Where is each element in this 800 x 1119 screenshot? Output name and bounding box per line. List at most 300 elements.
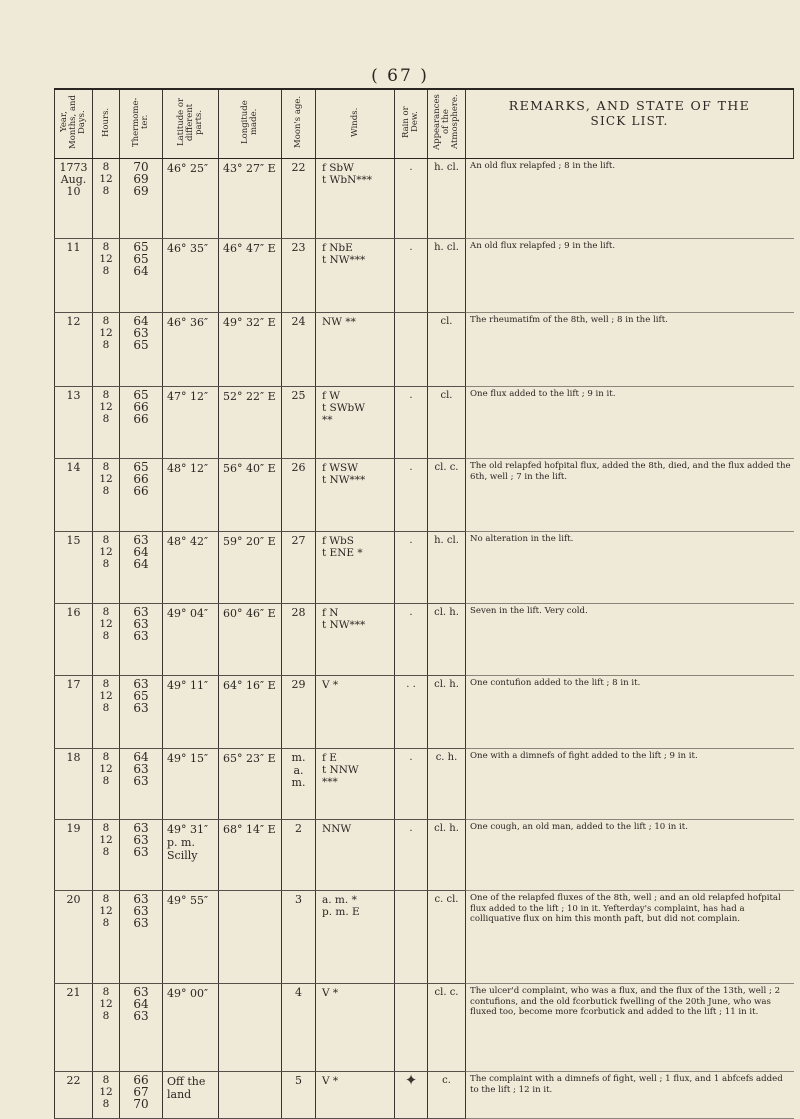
moon-age-cell-text: 4 xyxy=(295,986,302,999)
thermometer-value: 65 xyxy=(133,240,149,254)
hours-cell xyxy=(93,604,120,676)
atmosphere-cell xyxy=(428,676,466,749)
moon-age-cell xyxy=(282,891,316,984)
hour-value: 8 xyxy=(102,775,110,787)
hour-value: 8 xyxy=(102,986,110,998)
thermometer-value: 64 xyxy=(133,997,149,1011)
winds-cell xyxy=(316,1072,395,1119)
hour-value: 8 xyxy=(102,161,110,173)
header-moon-age: Moon's age. xyxy=(282,89,316,159)
rain-cell xyxy=(395,604,428,676)
thermometer-value: 63 xyxy=(133,677,149,691)
longitude-cell xyxy=(219,984,282,1072)
latitude-cell xyxy=(163,313,219,387)
hour-value: 8 xyxy=(102,630,110,642)
winds-cell xyxy=(316,532,395,604)
thermometer-cell xyxy=(120,749,163,820)
winds-cell-text: f SbW t WbN*** xyxy=(322,162,373,186)
atmosphere-cell-text: cl. c. xyxy=(434,987,459,998)
table-row xyxy=(55,459,794,532)
day-cell xyxy=(55,676,93,749)
winds-cell-text: a. m. * p. m. E xyxy=(322,894,360,918)
thermometer-value: 66 xyxy=(133,484,149,498)
hours-cell xyxy=(93,820,120,891)
atmosphere-cell-text: c. cl. xyxy=(434,894,459,905)
longitude-cell-text: 49° 32″ E xyxy=(223,316,276,329)
longitude-cell xyxy=(219,1072,282,1119)
remarks-cell xyxy=(466,459,794,532)
thermometer-value: 69 xyxy=(133,172,149,186)
winds-cell xyxy=(316,820,395,891)
latitude-cell xyxy=(163,459,219,532)
thermometer-value: 63 xyxy=(133,762,149,776)
remarks-cell-text: An old flux relapfed ; 8 in the lift. xyxy=(470,161,616,171)
thermometer-value: 63 xyxy=(133,701,149,715)
thermometer-value: 70 xyxy=(133,160,149,174)
longitude-cell-text: 68° 14″ E xyxy=(223,823,276,836)
hours-cell xyxy=(93,1072,120,1119)
hour-value: 8 xyxy=(102,389,110,401)
day-cell xyxy=(55,984,93,1072)
hour-value: 8 xyxy=(102,751,110,763)
thermometer-cell xyxy=(120,387,163,459)
table-row xyxy=(55,604,794,676)
remarks-cell xyxy=(466,891,794,984)
rain-cell xyxy=(395,159,428,239)
table-row xyxy=(55,891,794,984)
atmosphere-cell-text: h. cl. xyxy=(434,242,459,253)
thermometer-value: 65 xyxy=(133,689,149,703)
hours-cell xyxy=(93,891,120,984)
day-cell-text: 15 xyxy=(66,534,81,547)
log-table xyxy=(54,88,794,1119)
longitude-cell xyxy=(219,532,282,604)
table-row xyxy=(55,676,794,749)
winds-cell xyxy=(316,459,395,532)
day-cell xyxy=(55,459,93,532)
moon-age-cell-text: 3 xyxy=(295,893,302,906)
thermometer-value: 65 xyxy=(133,252,149,266)
remarks-cell xyxy=(466,676,794,749)
moon-age-cell-text: 24 xyxy=(291,315,306,328)
moon-age-cell xyxy=(282,676,316,749)
header-rain-dew: Rain or Dew. xyxy=(395,89,428,159)
day-cell-text: 14 xyxy=(66,461,81,474)
thermometer-value: 63 xyxy=(133,605,149,619)
winds-cell xyxy=(316,749,395,820)
atmosphere-cell xyxy=(428,1072,466,1119)
moon-age-cell xyxy=(282,313,316,387)
latitude-cell-text: 49° 15″ xyxy=(167,752,209,765)
table-row xyxy=(55,820,794,891)
hour-value: 8 xyxy=(102,558,110,570)
latitude-cell xyxy=(163,891,219,984)
moon-age-cell xyxy=(282,459,316,532)
latitude-cell-text: 49° 00″ xyxy=(167,987,209,1000)
day-cell xyxy=(55,387,93,459)
rain-cell-text xyxy=(395,313,427,316)
hours-cell xyxy=(93,159,120,239)
day-cell-text: 18 xyxy=(66,751,81,764)
rain-cell xyxy=(395,459,428,532)
longitude-cell xyxy=(219,459,282,532)
thermometer-cell xyxy=(120,313,163,387)
moon-age-cell-text: 26 xyxy=(291,461,306,474)
day-cell xyxy=(55,820,93,891)
header-longitude: Longitude made. xyxy=(219,89,282,159)
hour-value: 8 xyxy=(102,606,110,618)
rain-cell-text xyxy=(395,984,427,987)
remarks-cell-text: Seven in the lift. Very cold. xyxy=(470,606,588,616)
atmosphere-cell xyxy=(428,159,466,239)
winds-cell xyxy=(316,676,395,749)
rain-cell xyxy=(395,387,428,459)
latitude-cell xyxy=(163,676,219,749)
remarks-cell xyxy=(466,387,794,459)
winds-cell xyxy=(316,159,395,239)
rain-cell xyxy=(395,239,428,313)
winds-cell-text: NW ** xyxy=(322,316,356,328)
latitude-cell-text: 49° 55″ xyxy=(167,894,209,907)
latitude-cell-text: 49° 04″ xyxy=(167,607,209,620)
hour-value: 8 xyxy=(102,678,110,690)
day-cell xyxy=(55,1072,93,1119)
winds-cell-text: f WbS t ENE * xyxy=(322,535,363,559)
hours-cell xyxy=(93,984,120,1072)
remarks-cell-text: The rheumatifm of the 8th, well ; 8 in the lift. xyxy=(470,315,668,325)
day-cell-text: 13 xyxy=(66,389,81,402)
thermometer-cell xyxy=(120,984,163,1072)
hour-value: 12 xyxy=(99,473,113,485)
header-row xyxy=(55,89,794,159)
thermometer-value: 63 xyxy=(133,845,149,859)
moon-age-cell-text: 22 xyxy=(291,161,306,174)
rain-cell xyxy=(395,676,428,749)
hour-value: 12 xyxy=(99,905,113,917)
thermometer-value: 63 xyxy=(133,326,149,340)
remarks-cell xyxy=(466,159,794,239)
day-cell xyxy=(55,159,93,239)
remarks-cell-text: No alteration in the lift. xyxy=(470,534,574,544)
moon-age-cell-text: 28 xyxy=(291,606,306,619)
day-cell xyxy=(55,239,93,313)
remarks-cell xyxy=(466,820,794,891)
atmosphere-cell xyxy=(428,532,466,604)
day-cell xyxy=(55,604,93,676)
rain-cell-text: . xyxy=(409,607,413,618)
table-row xyxy=(55,387,794,459)
rain-cell xyxy=(395,891,428,984)
hour-value: 8 xyxy=(102,241,110,253)
hour-value: 8 xyxy=(102,339,110,351)
atmosphere-cell xyxy=(428,820,466,891)
latitude-cell xyxy=(163,387,219,459)
thermometer-cell xyxy=(120,459,163,532)
day-cell xyxy=(55,891,93,984)
longitude-cell-text xyxy=(219,891,281,894)
remarks-cell xyxy=(466,532,794,604)
hour-value: 12 xyxy=(99,327,113,339)
moon-age-cell-text: 23 xyxy=(291,241,306,254)
hour-value: 8 xyxy=(102,893,110,905)
moon-age-cell-text: 5 xyxy=(295,1074,302,1087)
hours-cell xyxy=(93,676,120,749)
rain-cell-text: . . xyxy=(406,679,416,690)
hours-cell xyxy=(93,387,120,459)
longitude-cell-text: 65° 23″ E xyxy=(223,752,276,765)
remarks-cell xyxy=(466,239,794,313)
thermometer-value: 63 xyxy=(133,904,149,918)
moon-age-cell xyxy=(282,532,316,604)
hours-cell xyxy=(93,749,120,820)
thermometer-value: 67 xyxy=(133,1085,149,1099)
latitude-cell-text: 49° 11″ xyxy=(167,679,209,692)
thermometer-value: 65 xyxy=(133,388,149,402)
day-cell-text: 20 xyxy=(66,893,81,906)
day-cell-text: 16 xyxy=(66,606,81,619)
latitude-cell xyxy=(163,1072,219,1119)
winds-cell xyxy=(316,604,395,676)
rain-cell xyxy=(395,1072,428,1119)
winds-cell-text: f E t NNW *** xyxy=(322,752,359,788)
hour-value: 8 xyxy=(102,917,110,929)
thermometer-value: 64 xyxy=(133,314,149,328)
thermometer-value: 65 xyxy=(133,338,149,352)
table-row xyxy=(55,532,794,604)
atmosphere-cell xyxy=(428,313,466,387)
longitude-cell xyxy=(219,820,282,891)
day-cell xyxy=(55,532,93,604)
latitude-cell xyxy=(163,820,219,891)
day-cell-text: 1773 Aug. 10 xyxy=(59,161,88,198)
latitude-cell-text: 46° 25″ xyxy=(167,162,209,175)
winds-cell xyxy=(316,239,395,313)
moon-age-cell xyxy=(282,984,316,1072)
hour-value: 8 xyxy=(102,702,110,714)
hour-value: 8 xyxy=(102,846,110,858)
thermometer-value: 64 xyxy=(133,264,149,278)
atmosphere-cell xyxy=(428,749,466,820)
hour-value: 12 xyxy=(99,253,113,265)
moon-age-cell xyxy=(282,1072,316,1119)
hour-value: 12 xyxy=(99,763,113,775)
moon-age-cell-text: 25 xyxy=(291,389,306,402)
hour-value: 8 xyxy=(102,1098,110,1110)
thermometer-value: 63 xyxy=(133,774,149,788)
hours-cell xyxy=(93,313,120,387)
longitude-cell xyxy=(219,159,282,239)
latitude-cell xyxy=(163,159,219,239)
table-row xyxy=(55,984,794,1072)
day-cell-text: 22 xyxy=(66,1074,81,1087)
rain-cell-text: . xyxy=(409,462,413,473)
winds-cell-text: f N t NW*** xyxy=(322,607,366,631)
remarks-cell xyxy=(466,1072,794,1119)
rain-cell-text xyxy=(395,891,427,894)
thermometer-value: 63 xyxy=(133,629,149,643)
table-row xyxy=(55,159,794,239)
latitude-cell xyxy=(163,604,219,676)
header-appearances: Appearances of the Atmosphere. xyxy=(428,89,466,159)
hour-value: 12 xyxy=(99,998,113,1010)
remarks-cell xyxy=(466,604,794,676)
rain-cell xyxy=(395,984,428,1072)
latitude-cell-text: 47° 12″ xyxy=(167,390,209,403)
header-day: Year, Months, and Days. xyxy=(55,89,93,159)
hour-value: 8 xyxy=(102,534,110,546)
thermometer-cell xyxy=(120,891,163,984)
rain-cell-text: . xyxy=(409,162,413,173)
winds-cell-text: NNW xyxy=(322,823,352,835)
thermometer-value: 63 xyxy=(133,833,149,847)
thermometer-cell xyxy=(120,820,163,891)
header-remarks xyxy=(466,89,794,159)
atmosphere-cell-text: c. h. xyxy=(435,752,458,763)
hour-value: 12 xyxy=(99,834,113,846)
winds-cell xyxy=(316,387,395,459)
rain-cell xyxy=(395,532,428,604)
rain-cell-text xyxy=(395,1072,427,1088)
latitude-cell-text: 48° 42″ xyxy=(167,535,209,548)
winds-cell-text: V * xyxy=(322,1075,339,1087)
thermometer-value: 64 xyxy=(133,557,149,571)
thermometer-value: 64 xyxy=(133,750,149,764)
day-cell-text: 12 xyxy=(66,315,81,328)
remarks-cell-text: One of the relapfed fluxes of the 8th, well ; and an old relapfed hofpital flux added to the lift ; 10 in it. Yefterday's complaint, has had a colliquative flux on him this month paft, but did not complain. xyxy=(470,893,781,925)
day-cell-text: 21 xyxy=(66,986,81,999)
latitude-cell xyxy=(163,532,219,604)
latitude-cell-text: 49° 31″ p. m. Scilly xyxy=(167,823,209,862)
day-cell xyxy=(55,749,93,820)
thermometer-value: 66 xyxy=(133,472,149,486)
winds-cell-text: V * xyxy=(322,679,339,691)
hour-value: 12 xyxy=(99,618,113,630)
atmosphere-cell xyxy=(428,387,466,459)
latitude-cell-text: Off the land xyxy=(167,1075,206,1101)
atmosphere-cell-text: cl. h. xyxy=(434,607,459,618)
hour-value: 8 xyxy=(102,1010,110,1022)
atmosphere-cell-text: cl. h. xyxy=(434,823,459,834)
hour-value: 8 xyxy=(102,822,110,834)
thermometer-cell xyxy=(120,676,163,749)
atmosphere-cell-text: c. xyxy=(442,1075,451,1086)
day-cell-text: 17 xyxy=(66,678,81,691)
latitude-cell-text: 48° 12″ xyxy=(167,462,209,475)
longitude-cell-text: 56° 40″ E xyxy=(223,462,276,475)
longitude-cell-text: 64° 16″ E xyxy=(223,679,276,692)
header-latitude: Latitude or different parts. xyxy=(163,89,219,159)
thermometer-value: 63 xyxy=(133,892,149,906)
atmosphere-cell-text: cl. h. xyxy=(434,679,459,690)
day-cell xyxy=(55,313,93,387)
winds-cell xyxy=(316,984,395,1072)
thermometer-value: 70 xyxy=(133,1097,149,1111)
day-cell-text: 19 xyxy=(66,822,81,835)
rain-cell xyxy=(395,313,428,387)
atmosphere-cell xyxy=(428,984,466,1072)
remarks-cell-text: The complaint with a dimnefs of fight, well ; 1 flux, and 1 abfcefs added to the lift ; 12 in it. xyxy=(470,1074,783,1095)
moon-age-cell xyxy=(282,387,316,459)
remarks-cell-text: The ulcer'd complaint, who was a flux, and the flux of the 13th, well ; 2 contufions, and the old fcorbutick fwelling of the 20th June, who was fluxed too, become more fcorbutick and added to the lift ; 11 in it. xyxy=(470,986,781,1018)
table-row xyxy=(55,1072,794,1119)
rain-cell xyxy=(395,820,428,891)
longitude-cell-text: 52° 22″ E xyxy=(223,390,276,403)
rain-cell-text: . xyxy=(409,752,413,763)
thermometer-cell xyxy=(120,604,163,676)
hours-cell xyxy=(93,459,120,532)
atmosphere-cell xyxy=(428,239,466,313)
thermometer-cell xyxy=(120,532,163,604)
longitude-cell xyxy=(219,387,282,459)
remarks-cell-text: The old relapfed hofpital flux, added the 8th, died, and the flux added the 6th, well ; 7 in the lift. xyxy=(470,461,791,482)
thermometer-value: 63 xyxy=(133,617,149,631)
longitude-cell-text: 43° 27″ E xyxy=(223,162,276,175)
remarks-cell-text: One flux added to the lift ; 9 in it. xyxy=(470,389,616,399)
hour-value: 8 xyxy=(102,315,110,327)
hour-value: 12 xyxy=(99,690,113,702)
remarks-title: REMARKS, AND STATE OF THE xyxy=(508,98,751,113)
thermometer-value: 63 xyxy=(133,1009,149,1023)
longitude-cell xyxy=(219,604,282,676)
hour-value: 8 xyxy=(102,485,110,497)
star-mark-icon: ✦ xyxy=(404,1071,418,1089)
table-row xyxy=(55,749,794,820)
moon-age-cell xyxy=(282,820,316,891)
longitude-cell-text: 46° 47″ E xyxy=(223,242,276,255)
atmosphere-cell-text: h. cl. xyxy=(434,162,459,173)
winds-cell xyxy=(316,891,395,984)
log-body xyxy=(55,159,794,1119)
longitude-cell xyxy=(219,676,282,749)
latitude-cell-text: 46° 35″ xyxy=(167,242,209,255)
thermometer-value: 64 xyxy=(133,545,149,559)
header-winds: Winds. xyxy=(316,89,395,159)
atmosphere-cell xyxy=(428,459,466,532)
moon-age-cell xyxy=(282,604,316,676)
remarks-cell-text: One contufion added to the lift ; 8 in it. xyxy=(470,678,641,688)
longitude-cell-text xyxy=(219,1072,281,1075)
thermometer-value: 63 xyxy=(133,533,149,547)
hours-cell xyxy=(93,239,120,313)
page-number: ( 67 ) xyxy=(371,66,429,86)
table-row xyxy=(55,313,794,387)
longitude-cell-text xyxy=(219,984,281,987)
thermometer-value: 63 xyxy=(133,916,149,930)
atmosphere-cell xyxy=(428,604,466,676)
header-thermometer: Thermome- ter. xyxy=(120,89,163,159)
hour-value: 8 xyxy=(102,265,110,277)
thermometer-cell xyxy=(120,1072,163,1119)
longitude-cell xyxy=(219,313,282,387)
longitude-cell-text: 60° 46″ E xyxy=(223,607,276,620)
winds-cell-text: V * xyxy=(322,987,339,999)
thermometer-value: 63 xyxy=(133,985,149,999)
thermometer-cell xyxy=(120,239,163,313)
remarks-cell xyxy=(466,749,794,820)
rain-cell-text: . xyxy=(409,823,413,834)
hour-value: 8 xyxy=(102,185,110,197)
hour-value: 12 xyxy=(99,401,113,413)
moon-age-cell xyxy=(282,239,316,313)
remarks-cell-text: An old flux relapfed ; 9 in the lift. xyxy=(470,241,616,251)
winds-cell-text: f WSW t NW*** xyxy=(322,462,366,486)
atmosphere-cell xyxy=(428,891,466,984)
moon-age-cell-text: 27 xyxy=(291,534,306,547)
moon-age-cell-text: 29 xyxy=(291,678,306,691)
latitude-cell xyxy=(163,984,219,1072)
latitude-cell-text: 46° 36″ xyxy=(167,316,209,329)
header-hours: Hours. xyxy=(93,89,120,159)
